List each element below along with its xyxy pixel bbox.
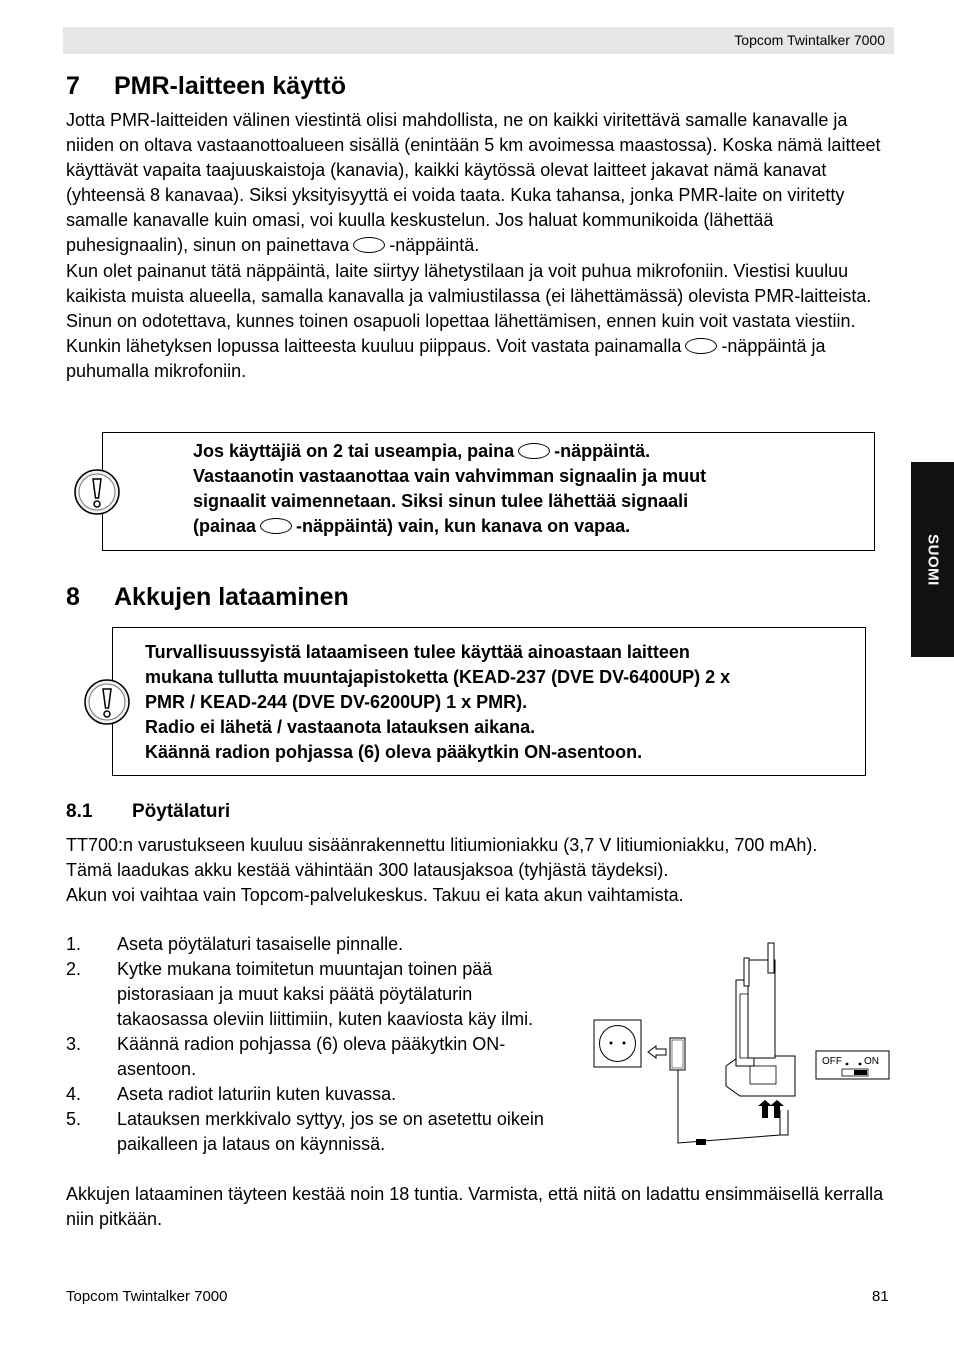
section-7-p2-text: Kun olet painanut tätä näppäintä, laite siirtyy lähetystilaan ja voit puhua mikrofoniin. Viestisi kuuluu kaikista muista alueella, samalla kanavalla ja valmiustilassa (ei lähettämässä) olevista PMR-laitteista. Sinun on odotettava, kunnes toinen osapuoli lopettaa lähettämisen, ennen kuin voit vastata viestiin. Kunkin lähetyksen lopussa laitteesta kuuluu piippaus. Voit vastata painamalla <box>66 260 872 356</box>
switch-on-label: ON <box>864 1056 879 1067</box>
charger-illustration <box>590 938 895 1150</box>
step-number: 5. <box>66 1109 82 1129</box>
note-line-3: signaalit vaimennetaan. Siksi sinun tulee lähettää signaali <box>193 491 689 511</box>
section-7-p2-suffix: -näppäintä ja puhumalla mikrofoniin. <box>66 335 826 381</box>
safety-line-3: PMR / KEAD-244 (DVE DV-6200UP) 1 x PMR). <box>145 692 528 712</box>
page-number: 81 <box>872 1288 889 1305</box>
arrow-up-icon <box>770 1100 784 1118</box>
ptt-key-icon <box>260 518 292 534</box>
section-8-1-number: 8.1 <box>66 801 93 822</box>
language-tab <box>911 462 954 657</box>
note-line-4-suffix: -näppäintä) vain, kun kanava on vapaa. <box>296 516 631 536</box>
footer-product-name: Topcom Twintalker 7000 <box>66 1288 228 1305</box>
step-number: 1. <box>66 934 82 954</box>
step-number: 3. <box>66 1034 82 1054</box>
step-number: 2. <box>66 959 82 979</box>
ptt-key-icon <box>685 338 717 354</box>
section-7-title: PMR-laitteen käyttö <box>114 72 346 100</box>
section-7-paragraph-2 <box>66 259 896 384</box>
section-7-body <box>66 108 896 384</box>
desktop-charger-icon <box>726 943 795 1096</box>
note-box-multiple-users <box>102 432 875 551</box>
note-box-safety <box>112 627 866 776</box>
closing-text: Akkujen lataaminen täyteen kestää noin 18 tuntia. Varmista, että niitä on ladattu ensimmäisellä kerralla niin pitkään. <box>66 1184 884 1230</box>
note-text <box>193 439 863 539</box>
section-7-heading <box>66 72 346 101</box>
list-item <box>66 1082 566 1107</box>
safety-note-text <box>145 640 855 765</box>
on-off-switch-diagram <box>816 1051 889 1079</box>
list-item <box>66 1107 566 1157</box>
battery-paragraph-3: Akun voi vaihtaa vain Topcom-palvelukeskus. Takuu ei kata akun vaihtamista. <box>66 885 684 906</box>
step-number: 4. <box>66 1084 82 1104</box>
section-8-1-heading <box>66 801 230 823</box>
section-7-p1-text: Jotta PMR-laitteiden välinen viestintä olisi mahdollista, ne on kaikki viritettävä samalle kanavalle ja niiden on oltava vastaanottoalueen sisällä (enintään 5 km avoimessa maastossa). Koska nämä laitteet käyttävät vapaita taajuuskaistoja (kanavia), kaikki käytössä olevat laitteet jakavat nämä kanavat (yhteensä 8 kanavaa). Siksi yksityisyyttä ei voida taata. Kuka tahansa, jonka PMR-laite on viritetty samalle kanavalle kuin omasi, voi kuulla keskustelun. Jos haluat kommunikoida (lähettää puhesignaalin), sinun on painettava <box>66 110 881 256</box>
header-title: Topcom Twintalker 7000 <box>734 32 885 48</box>
note-line-4: (painaa <box>193 516 257 536</box>
safety-line-1: Turvallisuussyistä lataamiseen tulee käyttää ainoastaan laitteen <box>145 642 690 662</box>
step-text: Latauksen merkkivalo syttyy, jos se on asetettu oikein paikalleen ja lataus on käynnissä. <box>117 1109 544 1154</box>
section-7-paragraph-1 <box>66 108 896 259</box>
section-8-1-title: Pöytälaturi <box>132 801 231 822</box>
note-line-2: Vastaanotin vastaanottaa vain vahvimman signaalin ja muut <box>193 466 707 486</box>
safety-line-2: mukana tullutta muuntajapistoketta (KEAD-237 (DVE DV-6400UP) 2 x <box>145 667 731 687</box>
section-8-title: Akkujen lataaminen <box>114 583 349 611</box>
header-bar <box>63 27 894 54</box>
section-7-number: 7 <box>66 72 80 100</box>
battery-paragraph-1: TT700:n varustukseen kuuluu sisäänrakennettu litiumioniakku (3,7 V litiumioniakku, 700 mAh). <box>66 835 818 855</box>
note-line-1-suffix: -näppäintä. <box>554 441 651 461</box>
wall-socket-icon <box>594 1020 641 1067</box>
arrow-up-icon <box>758 1100 772 1118</box>
step-text: Aseta pöytälaturi tasaiselle pinnalle. <box>117 934 404 954</box>
ptt-key-icon <box>518 443 550 459</box>
switch-off-label: OFF <box>822 1056 842 1067</box>
warning-icon <box>73 468 121 516</box>
step-text: Kytke mukana toimitetun muuntajan toinen pää pistorasiaan ja muut kaksi päätä pöytälaturin takaosassa oleviin liittimiin, kuten kaaviosta käy ilmi. <box>117 959 534 1029</box>
section-8-heading <box>66 583 349 612</box>
note-line-1: Jos käyttäjiä on 2 tai useampia, paina <box>193 441 515 461</box>
ptt-key-icon <box>353 237 385 253</box>
charging-steps-list <box>66 932 566 1157</box>
power-adapter-icon <box>670 1038 685 1070</box>
step-text: Käännä radion pohjassa (6) oleva pääkytkin ON-asentoon. <box>117 1034 506 1079</box>
list-item <box>66 1032 566 1082</box>
safety-line-4: Radio ei lähetä / vastaanota latauksen aikana. <box>145 717 536 737</box>
step-text: Aseta radiot laturiin kuten kuvassa. <box>117 1084 397 1104</box>
warning-icon <box>83 678 131 726</box>
language-tab-label: SUOMI <box>924 533 941 586</box>
arrow-left-icon <box>648 1046 666 1058</box>
section-8-1-body <box>66 833 906 908</box>
section-8-number: 8 <box>66 583 80 611</box>
battery-paragraph-2: Tämä laadukas akku kestää vähintään 300 latausjaksoa (tyhjästä täydeksi). <box>66 860 669 881</box>
section-7-p1-suffix: -näppäintä. <box>389 235 480 256</box>
list-item <box>66 957 566 1032</box>
list-item <box>66 932 566 957</box>
closing-paragraph <box>66 1182 896 1232</box>
safety-line-5: Käännä radion pohjassa (6) oleva pääkytkin ON-asentoon. <box>145 742 643 762</box>
